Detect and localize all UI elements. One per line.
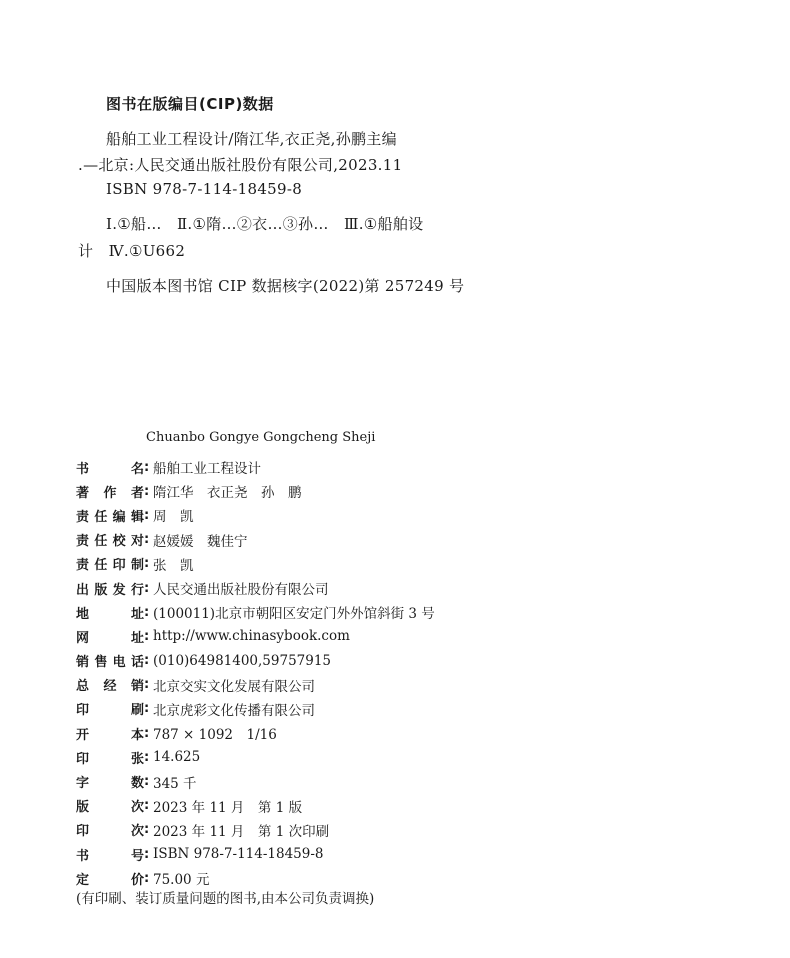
info-row: 总经销 : 北京交实文化发展有限公司 xyxy=(76,673,435,697)
info-row: 网址 : http://www.chinasybook.com xyxy=(76,628,350,646)
info-row: 版次 : 2023 年 11 月 第 1 版 xyxy=(76,794,435,818)
book-info-table xyxy=(76,455,435,890)
cip-line-title: 船舶工业工程设计/隋江华,衣正尧,孙鹏主编 xyxy=(106,130,397,148)
info-value: 赵媛媛 魏佳宁 xyxy=(153,533,248,550)
info-label: 印次 xyxy=(76,824,144,840)
info-label: 字数 xyxy=(76,776,144,792)
cip-line-isbn: ISBN 978-7-114-18459-8 xyxy=(106,180,303,198)
info-label: 网址 xyxy=(76,630,144,646)
info-label: 责任印制 xyxy=(76,558,144,574)
info-row: 责任校对 : 赵媛媛 魏佳宁 xyxy=(76,528,435,552)
info-row: 印次 : 2023 年 11 月 第 1 次印刷 xyxy=(76,818,435,842)
cip-line-publisher: .—北京:人民交通出版社股份有限公司,2023.11 xyxy=(78,156,403,174)
info-value: 人民交通出版社股份有限公司 xyxy=(153,582,329,599)
info-value: 隋江华 衣正尧 孙 鹏 xyxy=(153,485,302,502)
info-row: 书名 : 船舶工业工程设计 xyxy=(76,455,435,479)
info-value: 船舶工业工程设计 xyxy=(153,461,261,478)
info-row: 责任印制 : 张 凯 xyxy=(76,552,435,576)
info-value: http://www.chinasybook.com xyxy=(153,628,350,645)
cip-line-classification-cont: 计 Ⅳ.①U662 xyxy=(78,242,186,260)
info-label: 地址 xyxy=(76,606,144,622)
info-value: 345 千 xyxy=(153,775,197,792)
info-value: 北京交实文化发展有限公司 xyxy=(153,678,315,695)
info-label: 定价 xyxy=(76,872,144,888)
info-row: 销售电话 : (010)64981400,59757915 xyxy=(76,652,332,671)
info-row: 字数 : 345 千 xyxy=(76,769,435,793)
cip-line-classification: Ⅰ.①船… Ⅱ.①隋…②衣…③孙… Ⅲ.①船舶设 xyxy=(106,215,424,233)
info-label: 责任编辑 xyxy=(76,509,144,525)
info-value: 14.625 xyxy=(153,749,201,766)
info-value: 2023 年 11 月 第 1 版 xyxy=(153,799,303,816)
info-value: 张 凯 xyxy=(153,557,194,574)
info-label: 书号 xyxy=(76,848,144,864)
info-row: 书号 : ISBN 978-7-114-18459-8 xyxy=(76,846,324,864)
quality-note: (有印刷、装订质量问题的图书,由本公司负责调换) xyxy=(76,891,375,907)
info-value: 周 凯 xyxy=(153,509,194,526)
info-value: 2023 年 11 月 第 1 次印刷 xyxy=(153,823,330,840)
info-label: 印张 xyxy=(76,751,144,767)
info-label: 版次 xyxy=(76,800,144,816)
info-label: 责任校对 xyxy=(76,534,144,550)
cip-line-record-number: 中国版本图书馆 CIP 数据核字(2022)第 257249 号 xyxy=(106,277,465,295)
info-label: 销售电话 xyxy=(76,655,144,671)
info-label: 出版发行 xyxy=(76,582,144,598)
info-label: 总经销 xyxy=(76,679,144,695)
info-row: 地址 : (100011)北京市朝阳区安定门外外馆斜街 3 号 xyxy=(76,600,435,624)
info-value: 75.00 元 xyxy=(153,872,210,889)
cip-title: 图书在版编目(CIP)数据 xyxy=(106,95,274,113)
info-row: 开本 : 787 × 1092 1/16 xyxy=(76,721,435,745)
info-value: ISBN 978-7-114-18459-8 xyxy=(153,846,324,863)
info-row: 著作者 : 隋江华 衣正尧 孙 鹏 xyxy=(76,479,435,503)
pinyin-title: Chuanbo Gongye Gongcheng Sheji xyxy=(146,430,376,445)
info-row: 定价 : 75.00 元 xyxy=(76,866,435,890)
info-value: (010)64981400,59757915 xyxy=(153,652,332,669)
info-value: 北京虎彩文化传播有限公司 xyxy=(153,702,315,719)
info-row: 印刷 : 北京虎彩文化传播有限公司 xyxy=(76,697,435,721)
info-label: 著作者 xyxy=(76,485,144,501)
info-row: 印张 : 14.625 xyxy=(76,749,201,767)
info-label: 开本 xyxy=(76,727,144,743)
info-row: 责任编辑 : 周 凯 xyxy=(76,503,435,527)
info-label: 书名 xyxy=(76,461,144,477)
info-row: 出版发行 : 人民交通出版社股份有限公司 xyxy=(76,576,435,600)
info-label: 印刷 xyxy=(76,703,144,719)
info-value: 787 × 1092 1/16 xyxy=(153,727,277,744)
info-value: (100011)北京市朝阳区安定门外外馆斜街 3 号 xyxy=(153,606,435,623)
